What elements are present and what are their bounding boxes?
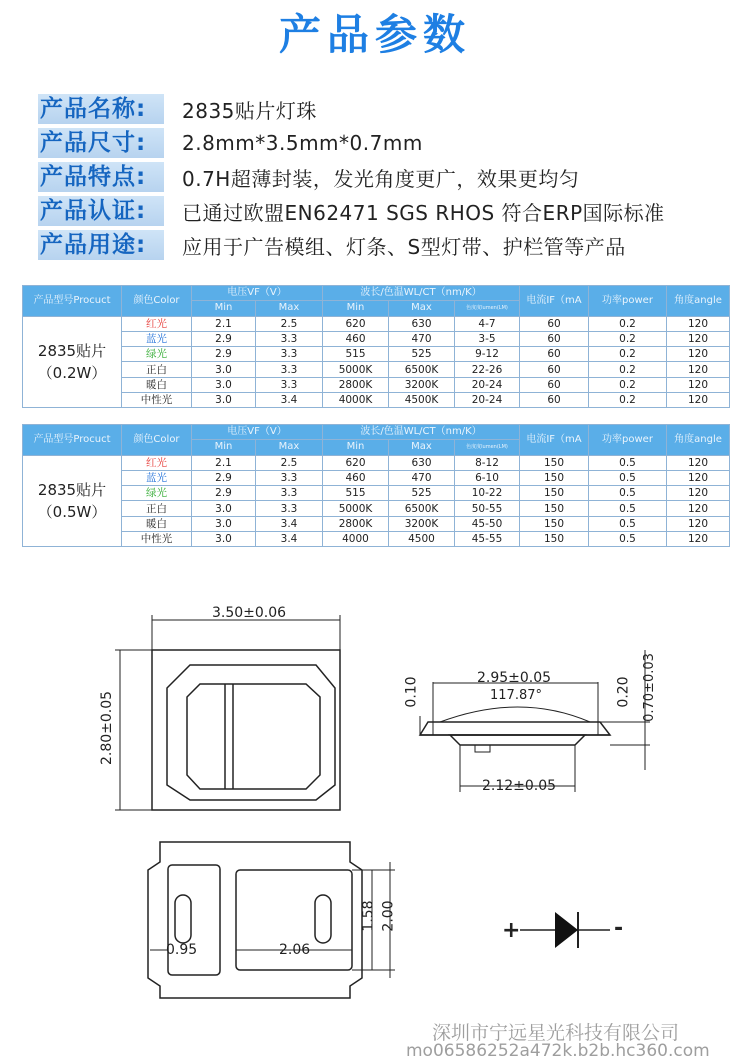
cell-if: 150 bbox=[520, 470, 589, 485]
param-label: 产品名称: bbox=[38, 94, 164, 124]
dim-side-top: 2.95±0.05 bbox=[477, 670, 552, 686]
cell-wmax: 4500 bbox=[389, 532, 455, 547]
cell-wmax: 4500K bbox=[389, 393, 455, 408]
cell-color: 绿光 bbox=[122, 486, 192, 501]
cell-power: 0.2 bbox=[589, 362, 667, 377]
cell-wmin: 5000K bbox=[323, 362, 389, 377]
model-wattage: （0.2W） bbox=[37, 363, 107, 382]
cell-wmax: 6500K bbox=[389, 501, 455, 516]
param-value: 2.8mm*3.5mm*0.7mm bbox=[182, 131, 423, 155]
dim-side-left: 0.10 bbox=[403, 676, 420, 708]
cell-if: 150 bbox=[520, 455, 589, 470]
cell-angle: 120 bbox=[667, 331, 730, 346]
cell-angle: 120 bbox=[667, 316, 730, 331]
cell-color: 蓝光 bbox=[122, 470, 192, 485]
header-wl: 波长/色温WL/CT（nm/K） bbox=[323, 286, 520, 301]
cell-wmin: 515 bbox=[323, 347, 389, 362]
param-label: 产品认证: bbox=[38, 196, 164, 226]
cell-power: 0.5 bbox=[589, 486, 667, 501]
cell-color: 中性光 bbox=[122, 393, 192, 408]
dim-top-height: 2.80±0.05 bbox=[99, 690, 116, 766]
cell-color: 红光 bbox=[122, 316, 192, 331]
footer-company: 深圳市宁远星光科技有限公司 bbox=[432, 1022, 680, 1044]
cell-vmax: 3.4 bbox=[256, 532, 323, 547]
cell-wmin: 515 bbox=[323, 486, 389, 501]
cell-vmin: 2.9 bbox=[192, 331, 256, 346]
cathode-minus: - bbox=[614, 916, 624, 941]
header-wl: 波长/色温WL/CT（nm/K） bbox=[323, 425, 520, 440]
cell-vmax: 3.3 bbox=[256, 501, 323, 516]
cell-power: 0.2 bbox=[589, 316, 667, 331]
cell-vmax: 3.4 bbox=[256, 393, 323, 408]
cell-angle: 120 bbox=[667, 362, 730, 377]
header-max: Max bbox=[389, 440, 455, 455]
header-model: 产品型号Procuct bbox=[23, 286, 122, 317]
cell-angle: 120 bbox=[667, 470, 730, 485]
cell-lm: 4-7 bbox=[455, 316, 520, 331]
cell-vmax: 3.4 bbox=[256, 516, 323, 531]
cell-color: 蓝光 bbox=[122, 331, 192, 346]
header-vf: 电压VF（V） bbox=[192, 425, 323, 440]
cell-power: 0.5 bbox=[589, 532, 667, 547]
cell-wmin: 460 bbox=[323, 331, 389, 346]
cell-wmin: 4000 bbox=[323, 532, 389, 547]
cell-wmax: 3200K bbox=[389, 516, 455, 531]
header-if: 电流IF（mA bbox=[520, 425, 589, 456]
footer-url: mo06586252a472k.b2b.hc360.com bbox=[406, 1041, 710, 1061]
cell-vmax: 2.5 bbox=[256, 316, 323, 331]
cell-lm: 22-26 bbox=[455, 362, 520, 377]
header-angle: 角度angle bbox=[667, 425, 730, 456]
cell-power: 0.5 bbox=[589, 516, 667, 531]
header-max: Max bbox=[389, 301, 455, 316]
cell-lm: 9-12 bbox=[455, 347, 520, 362]
cell-lm: 10-22 bbox=[455, 486, 520, 501]
cell-power: 0.5 bbox=[589, 455, 667, 470]
cell-power: 0.5 bbox=[589, 501, 667, 516]
dim-pad-h1: 1.58 bbox=[360, 900, 377, 932]
cell-vmin: 2.9 bbox=[192, 470, 256, 485]
dim-side-right: 0.20 bbox=[615, 676, 632, 708]
cell-wmin: 5000K bbox=[323, 501, 389, 516]
header-max: Max bbox=[256, 301, 323, 316]
cell-wmax: 525 bbox=[389, 486, 455, 501]
header-lumen: 色度度lumen(LM) bbox=[455, 440, 520, 455]
dim-pad-mid: 2.06 bbox=[279, 942, 311, 958]
cell-vmax: 3.3 bbox=[256, 362, 323, 377]
cell-color: 暖白 bbox=[122, 516, 192, 531]
cell-angle: 120 bbox=[667, 501, 730, 516]
cell-power: 0.2 bbox=[589, 393, 667, 408]
cell-vmin: 3.0 bbox=[192, 393, 256, 408]
cell-wmax: 6500K bbox=[389, 362, 455, 377]
cell-color: 绿光 bbox=[122, 347, 192, 362]
dim-pad-left: 0.95 bbox=[166, 942, 198, 958]
cell-vmax: 3.3 bbox=[256, 347, 323, 362]
cell-if: 150 bbox=[520, 501, 589, 516]
model-wattage: （0.5W） bbox=[37, 502, 107, 521]
cell-angle: 120 bbox=[667, 516, 730, 531]
cell-wmax: 630 bbox=[389, 455, 455, 470]
cell-wmin: 620 bbox=[323, 455, 389, 470]
cell-angle: 120 bbox=[667, 377, 730, 392]
cell-wmin: 2800K bbox=[323, 377, 389, 392]
cell-vmax: 2.5 bbox=[256, 455, 323, 470]
cell-vmin: 2.9 bbox=[192, 347, 256, 362]
cell-color: 中性光 bbox=[122, 532, 192, 547]
model-name: 2835贴片 bbox=[37, 341, 107, 360]
cell-color: 暖白 bbox=[122, 377, 192, 392]
header-angle: 角度angle bbox=[667, 286, 730, 317]
cell-if: 150 bbox=[520, 516, 589, 531]
dim-pad-h2: 2.00 bbox=[380, 900, 397, 932]
header-min: Min bbox=[323, 440, 389, 455]
cell-angle: 120 bbox=[667, 455, 730, 470]
cell-wmax: 525 bbox=[389, 347, 455, 362]
header-power: 功率power bbox=[589, 425, 667, 456]
pad-layout-drawing bbox=[148, 842, 395, 998]
cell-lm: 6-10 bbox=[455, 470, 520, 485]
cell-if: 60 bbox=[520, 377, 589, 392]
cell-vmax: 3.3 bbox=[256, 470, 323, 485]
page-title: 产品参数 bbox=[278, 10, 471, 59]
param-label: 产品特点: bbox=[38, 162, 164, 192]
cell-angle: 120 bbox=[667, 393, 730, 408]
cell-vmin: 3.0 bbox=[192, 501, 256, 516]
cell-color: 正白 bbox=[122, 362, 192, 377]
anode-plus: + bbox=[502, 918, 521, 943]
cell-if: 150 bbox=[520, 486, 589, 501]
param-value: 2835贴片灯珠 bbox=[182, 98, 317, 123]
dim-side-bottom: 2.12±0.05 bbox=[482, 778, 557, 794]
cell-wmax: 470 bbox=[389, 331, 455, 346]
header-model: 产品型号Procuct bbox=[23, 425, 122, 456]
cell-vmin: 2.1 bbox=[192, 455, 256, 470]
cell-lm: 50-55 bbox=[455, 501, 520, 516]
cell-wmin: 2800K bbox=[323, 516, 389, 531]
cell-if: 60 bbox=[520, 362, 589, 377]
cell-vmin: 3.0 bbox=[192, 377, 256, 392]
cell-lm: 8-12 bbox=[455, 455, 520, 470]
header-min: Min bbox=[323, 301, 389, 316]
cell-color: 红光 bbox=[122, 455, 192, 470]
cell-lm: 45-50 bbox=[455, 516, 520, 531]
param-value: 已通过欧盟EN62471 SGS RHOS 符合ERP国际标准 bbox=[182, 200, 665, 225]
param-value: 应用于广告模组、灯条、S型灯带、护栏管等产品 bbox=[182, 234, 626, 259]
cell-vmax: 3.3 bbox=[256, 331, 323, 346]
cell-lm: 45-55 bbox=[455, 532, 520, 547]
cell-power: 0.2 bbox=[589, 331, 667, 346]
cell-if: 60 bbox=[520, 347, 589, 362]
cell-color: 正白 bbox=[122, 501, 192, 516]
cell-vmin: 2.1 bbox=[192, 316, 256, 331]
header-min: Min bbox=[192, 301, 256, 316]
cell-lm: 20-24 bbox=[455, 393, 520, 408]
param-value: 0.7H超薄封装，发光角度更广，效果更均匀 bbox=[182, 166, 580, 191]
cell-vmin: 2.9 bbox=[192, 486, 256, 501]
cell-if: 60 bbox=[520, 393, 589, 408]
cell-vmin: 3.0 bbox=[192, 532, 256, 547]
cell-wmin: 620 bbox=[323, 316, 389, 331]
cell-wmin: 4000K bbox=[323, 393, 389, 408]
cell-vmin: 3.0 bbox=[192, 362, 256, 377]
param-label: 产品用途: bbox=[38, 230, 164, 260]
header-max: Max bbox=[256, 440, 323, 455]
cell-angle: 120 bbox=[667, 486, 730, 501]
dim-side-angle: 117.87° bbox=[490, 688, 542, 703]
header-color: 颜色Color bbox=[122, 286, 192, 317]
header-vf: 电压VF（V） bbox=[192, 286, 323, 301]
diode-triangle-icon bbox=[555, 912, 578, 948]
cell-wmax: 3200K bbox=[389, 377, 455, 392]
header-if: 电流IF（mA bbox=[520, 286, 589, 317]
cell-if: 60 bbox=[520, 331, 589, 346]
cell-vmin: 3.0 bbox=[192, 516, 256, 531]
cell-vmax: 3.3 bbox=[256, 377, 323, 392]
cell-angle: 120 bbox=[667, 347, 730, 362]
top-view-drawing bbox=[115, 615, 340, 810]
header-power: 功率power bbox=[589, 286, 667, 317]
cell-power: 0.2 bbox=[589, 347, 667, 362]
cell-wmin: 460 bbox=[323, 470, 389, 485]
cell-vmax: 3.3 bbox=[256, 486, 323, 501]
dim-side-height: 0.70±0.03 bbox=[641, 653, 657, 722]
cell-wmax: 630 bbox=[389, 316, 455, 331]
cell-lm: 3-5 bbox=[455, 331, 520, 346]
header-lumen: 色度度lumen(LM) bbox=[455, 301, 520, 316]
header-min: Min bbox=[192, 440, 256, 455]
cell-lm: 20-24 bbox=[455, 377, 520, 392]
dim-top-width: 3.50±0.06 bbox=[212, 605, 287, 621]
cell-power: 0.2 bbox=[589, 377, 667, 392]
model-name: 2835贴片 bbox=[37, 480, 107, 499]
param-label: 产品尺寸: bbox=[38, 128, 164, 158]
cell-angle: 120 bbox=[667, 532, 730, 547]
cell-wmax: 470 bbox=[389, 470, 455, 485]
header-color: 颜色Color bbox=[122, 425, 192, 456]
cell-power: 0.5 bbox=[589, 470, 667, 485]
cell-if: 60 bbox=[520, 316, 589, 331]
cell-if: 150 bbox=[520, 532, 589, 547]
